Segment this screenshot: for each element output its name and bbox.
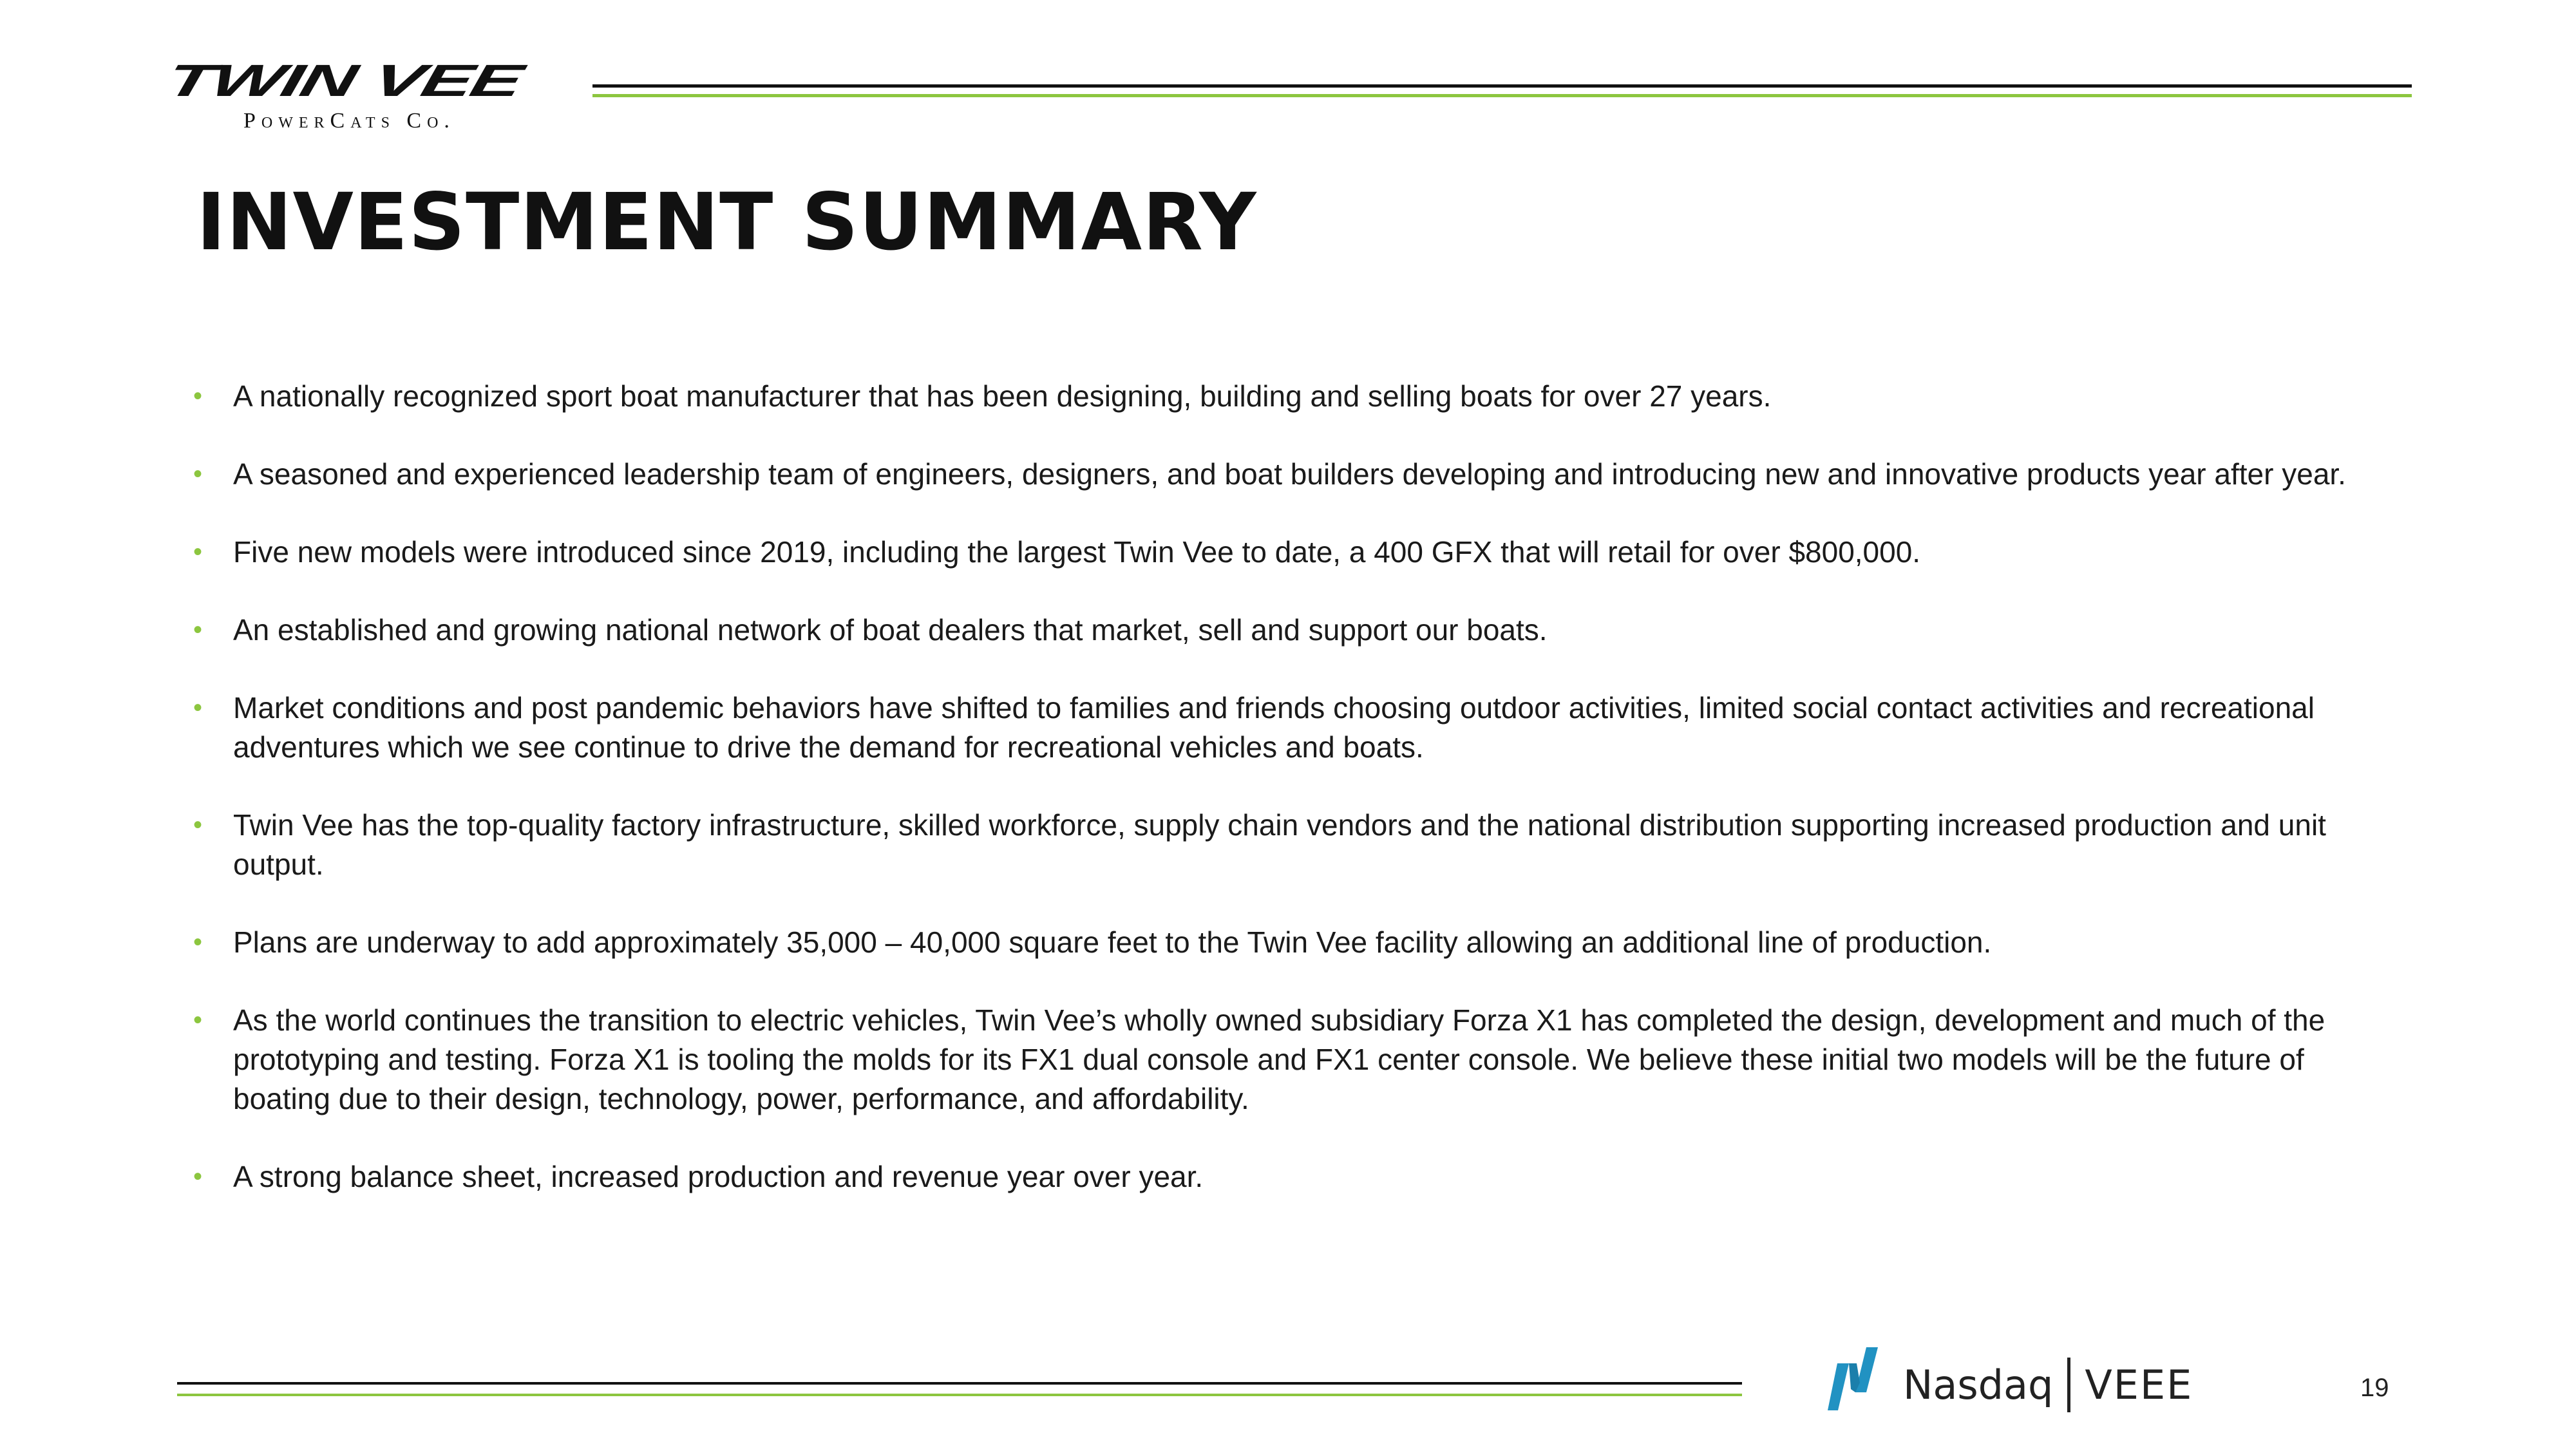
bullet-icon: • <box>193 1006 203 1034</box>
bullet-item: • Plans are underway to add approximately 35,000 – 40,000 square feet to the Twin Vee facility allowing an additional line of production. <box>193 923 2409 962</box>
page-title: INVESTMENT SUMMARY <box>196 176 1257 268</box>
bullet-item: • Twin Vee has the top-quality factory infrastructure, skilled workforce, supply chain vendors and the national distribution supporting increased production and unit output. <box>193 806 2409 884</box>
footer-divider-green <box>177 1394 1742 1396</box>
logo-subtitle: PowerCats Co. <box>243 109 455 133</box>
bullet-item: • A seasoned and experienced leadership team of engineers, designers, and boat builders developing and introducing new and innovative products year after year. <box>193 455 2409 494</box>
bullet-list <box>193 377 2409 1235</box>
header-divider-green <box>592 94 2412 97</box>
header-divider-black <box>592 84 2412 88</box>
bullet-item: • An established and growing national network of boat dealers that market, sell and support our boats. <box>193 611 2409 650</box>
page-number: 19 <box>2360 1374 2389 1402</box>
footer-brand <box>1903 1358 2193 1412</box>
bullet-icon: • <box>193 382 203 410</box>
bullet-item: • Market conditions and post pandemic behaviors have shifted to families and friends choosing outdoor activities, limited social contact activities and recreational adventures which we see continue to drive the demand for recreational vehicles and boats. <box>193 688 2409 767</box>
footer-divider-black <box>177 1382 1742 1385</box>
bullet-icon: • <box>193 694 203 722</box>
bullet-item: • Five new models were introduced since 2019, including the largest Twin Vee to date, a 400 GFX that will retail for over $800,000. <box>193 533 2409 572</box>
ticker-symbol: VEEE <box>2085 1361 2193 1408</box>
bullet-icon: • <box>193 928 203 956</box>
bullet-item: • A strong balance sheet, increased production and revenue year over year. <box>193 1157 2409 1197</box>
nasdaq-label: Nasdaq <box>1903 1361 2054 1408</box>
footer-separator <box>2067 1358 2070 1412</box>
nasdaq-logo-icon <box>1828 1347 1899 1412</box>
bullet-icon: • <box>193 811 203 839</box>
bullet-item: • A nationally recognized sport boat manufacturer that has been designing, building and selling boats for over 27 years. <box>193 377 2409 416</box>
bullet-icon: • <box>193 460 203 488</box>
twin-vee-logo: TWIN VEE <box>161 55 526 106</box>
bullet-icon: • <box>193 616 203 644</box>
bullet-item: • As the world continues the transition to electric vehicles, Twin Vee’s wholly owned subsidiary Forza X1 has completed the design, development and much of the prototyping and testing. Forza X1 is tooling the molds for its FX1 dual console and FX1 center console. We believe these initial two models will be the future of boating due to their design, technology, power, performance, and affordability. <box>193 1001 2409 1119</box>
bullet-icon: • <box>193 538 203 566</box>
bullet-icon: • <box>193 1162 203 1191</box>
